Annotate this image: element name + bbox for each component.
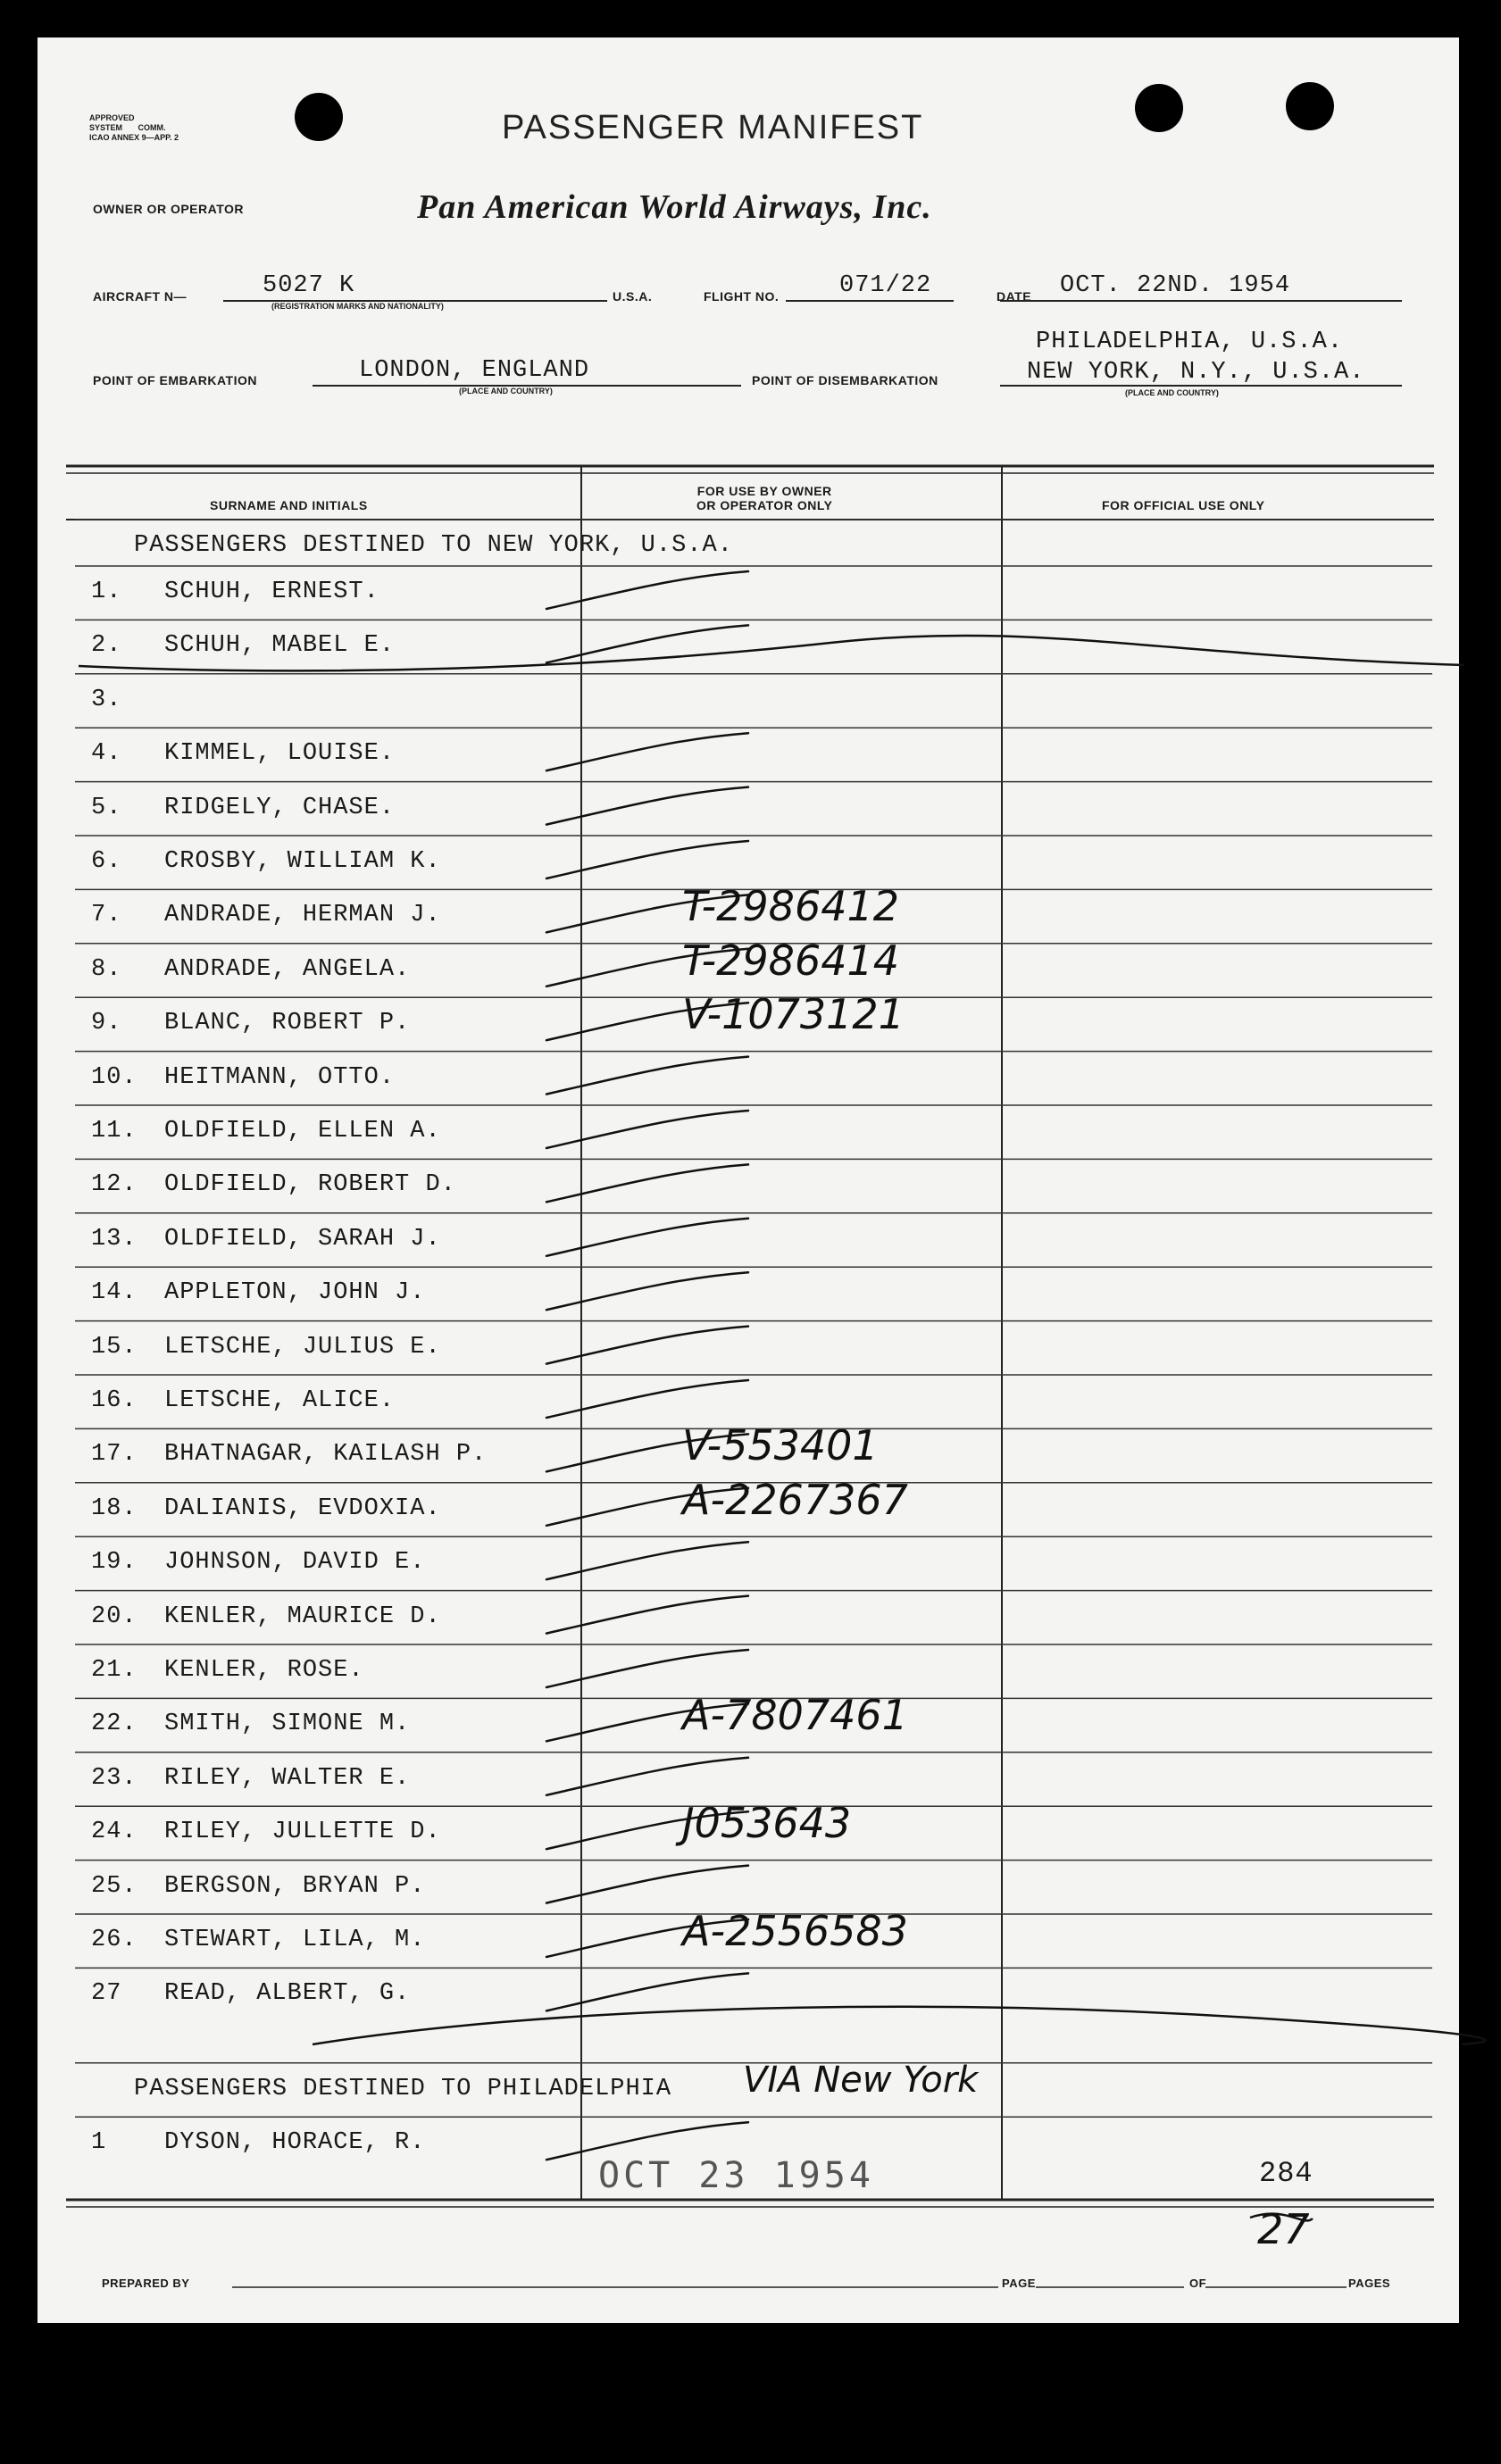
- passenger-name: RILEY, JULLETTE D.: [164, 1819, 441, 1846]
- disembark-label: POINT OF DISEMBARKATION: [752, 373, 938, 387]
- row-number: 5.: [91, 794, 122, 821]
- passenger-name: READ, ALBERT, G.: [164, 1980, 411, 2008]
- section-title: PASSENGERS DESTINED TO NEW YORK, U.S.A.: [134, 532, 733, 559]
- row-number: 8.: [91, 955, 122, 983]
- passenger-name: DALIANIS, EVDOXIA.: [164, 1494, 441, 1522]
- passport-number: A-7807461: [682, 1691, 908, 1740]
- row-number: 1.: [91, 579, 122, 605]
- row-number: 10.: [91, 1063, 138, 1091]
- row-number: 13.: [91, 1225, 138, 1253]
- row-number: 23.: [91, 1764, 138, 1792]
- passenger-name: ANDRADE, ANGELA.: [164, 955, 411, 983]
- flight-value: 071/22: [839, 272, 932, 299]
- col-header-official: FOR OFFICIAL USE ONLY: [1102, 498, 1265, 512]
- approval-line: SYSTEM: [89, 123, 123, 132]
- usa-label: U.S.A.: [613, 289, 653, 304]
- check-mark: [546, 1973, 748, 2010]
- row-number: 9.: [91, 1010, 122, 1037]
- check-mark: [546, 733, 748, 770]
- passenger-name: BHATNAGAR, KAILASH P.: [164, 1441, 488, 1469]
- row-number: 20.: [91, 1602, 138, 1630]
- check-mark: [546, 787, 748, 825]
- check-mark: [546, 1219, 748, 1256]
- passenger-name: SCHUH, ERNEST.: [164, 579, 379, 605]
- of-label: OF: [1189, 2277, 1207, 2290]
- passenger-name: SMITH, SIMONE M.: [164, 1711, 411, 1738]
- prepared-by-label: PREPARED BY: [102, 2277, 190, 2290]
- passenger-name: APPLETON, JOHN J.: [164, 1279, 426, 1307]
- pen-mark: [1250, 2214, 1313, 2221]
- row-number: 12.: [91, 1171, 138, 1199]
- passenger-name: LETSCHE, JULIUS E.: [164, 1333, 441, 1361]
- passenger-name: HEITMANN, OTTO.: [164, 1063, 396, 1091]
- passport-number: A-2267367: [682, 1475, 908, 1524]
- approval-line: COMM.: [138, 123, 166, 132]
- row-number: 17.: [91, 1441, 138, 1469]
- row-number: 18.: [91, 1494, 138, 1522]
- check-mark: [546, 1758, 748, 1795]
- passenger-name: OLDFIELD, ROBERT D.: [164, 1171, 456, 1199]
- check-mark: [546, 949, 748, 986]
- row-number: 16.: [91, 1387, 138, 1414]
- check-mark: [546, 1488, 748, 1526]
- row-number: 15.: [91, 1333, 138, 1361]
- passenger-name: BERGSON, BRYAN P.: [164, 1872, 426, 1900]
- row-number: 7.: [91, 902, 122, 929]
- strike-line: [313, 2007, 1485, 2044]
- passport-number: J053643: [682, 1799, 852, 1848]
- passenger-name: STEWART, LILA, M.: [164, 1927, 426, 1953]
- passenger-name: LETSCHE, ALICE.: [164, 1387, 396, 1414]
- registration-caption: (REGISTRATION MARKS AND NATIONALITY): [271, 302, 444, 311]
- col-header-name: SURNAME AND INITIALS: [210, 498, 368, 512]
- date-stamp: OCT 23 1954: [598, 2155, 874, 2196]
- disembark-value-2: NEW YORK, N.Y., U.S.A.: [1027, 359, 1365, 386]
- passenger-name: RILEY, WALTER E.: [164, 1764, 411, 1792]
- row-number: 6.: [91, 848, 122, 875]
- row-number: 4.: [91, 740, 122, 768]
- page-number: 284: [1259, 2157, 1313, 2190]
- passport-number: V-553401: [682, 1421, 879, 1470]
- row-number: 24.: [91, 1819, 138, 1846]
- page-title: PASSENGER MANIFEST: [502, 109, 924, 146]
- check-mark: [546, 1327, 748, 1364]
- row-number: 11.: [91, 1118, 138, 1145]
- row-number: 3.: [91, 686, 122, 713]
- row-number: 19.: [91, 1549, 138, 1577]
- check-mark: [546, 1811, 748, 1849]
- row-number: 21.: [91, 1657, 138, 1684]
- embark-caption: (PLACE AND COUNTRY): [459, 387, 553, 395]
- passport-number: T-2986412: [682, 882, 900, 931]
- col-header-line: OR OPERATOR ONLY: [696, 498, 833, 512]
- check-mark: [546, 625, 748, 662]
- passenger-name: KENLER, ROSE.: [164, 1657, 364, 1684]
- approval-line: APPROVED: [89, 113, 135, 122]
- passenger-name: OLDFIELD, ELLEN A.: [164, 1118, 441, 1145]
- aircraft-value: 5027 K: [263, 272, 355, 299]
- disembark-value-1: PHILADELPHIA, U.S.A.: [1036, 329, 1344, 355]
- aircraft-label: AIRCRAFT N—: [93, 289, 188, 304]
- disembark-caption: (PLACE AND COUNTRY): [1125, 388, 1219, 397]
- check-mark: [546, 1919, 748, 1957]
- check-mark: [546, 1596, 748, 1634]
- passport-number: T-2986414: [682, 936, 900, 985]
- row-number: 22.: [91, 1711, 138, 1738]
- page-label: PAGE: [1002, 2277, 1036, 2290]
- check-mark: [546, 841, 748, 878]
- row-number: 27: [91, 1980, 122, 2008]
- check-mark: [546, 895, 748, 932]
- row-number: 14.: [91, 1279, 138, 1307]
- passenger-name: KENLER, MAURICE D.: [164, 1602, 441, 1630]
- passenger-name: JOHNSON, DAVID E.: [164, 1549, 426, 1577]
- passenger-name: CROSBY, WILLIAM K.: [164, 848, 441, 875]
- row-number: 2.: [91, 632, 122, 660]
- col-header-line: FOR USE BY OWNER: [696, 484, 832, 498]
- check-mark: [546, 2122, 748, 2160]
- check-mark: [546, 1057, 748, 1095]
- row-number: 1: [91, 2129, 107, 2157]
- passport-number: A-2556583: [682, 1907, 908, 1955]
- check-mark: [546, 1866, 748, 1903]
- check-mark: [546, 1380, 748, 1418]
- date-value: OCT. 22ND. 1954: [1060, 272, 1291, 299]
- check-mark: [546, 1542, 748, 1579]
- flight-label: FLIGHT NO.: [704, 289, 780, 304]
- passport-number: V-1073121: [682, 990, 905, 1039]
- passenger-name: BLANC, ROBERT P.: [164, 1010, 411, 1037]
- passenger-name: DYSON, HORACE, R.: [164, 2129, 426, 2157]
- row-number: 25.: [91, 1872, 138, 1900]
- check-mark: [546, 1111, 748, 1148]
- check-mark: [546, 1003, 748, 1040]
- check-mark: [546, 1272, 748, 1310]
- handwritten-note: VIA New York: [743, 2059, 979, 2101]
- date-label: DATE: [996, 289, 1032, 304]
- passenger-name: OLDFIELD, SARAH J.: [164, 1225, 441, 1253]
- check-mark: [546, 1703, 748, 1741]
- check-mark: [546, 1650, 748, 1687]
- embark-label: POINT OF EMBARKATION: [93, 373, 257, 387]
- owner-value: Pan American World Airways, Inc.: [417, 188, 932, 226]
- handwritten-page-count: 27: [1257, 2205, 1310, 2253]
- check-mark: [546, 1164, 748, 1202]
- section-title: PASSENGERS DESTINED TO PHILADELPHIA: [134, 2075, 672, 2102]
- check-mark: [546, 1434, 748, 1471]
- owner-label: OWNER OR OPERATOR: [93, 202, 244, 216]
- passenger-name: ANDRADE, HERMAN J.: [164, 902, 441, 929]
- passenger-name: SCHUH, MABEL E.: [164, 632, 396, 660]
- passenger-name: RIDGELY, CHASE.: [164, 794, 396, 821]
- approval-line: ICAO ANNEX 9—APP. 2: [89, 133, 179, 142]
- pages-label: PAGES: [1348, 2277, 1391, 2290]
- strike-line: [79, 636, 1464, 670]
- row-number: 26.: [91, 1927, 138, 1953]
- embark-value: LONDON, ENGLAND: [359, 357, 590, 384]
- check-mark: [546, 571, 748, 609]
- passenger-name: KIMMEL, LOUISE.: [164, 740, 396, 768]
